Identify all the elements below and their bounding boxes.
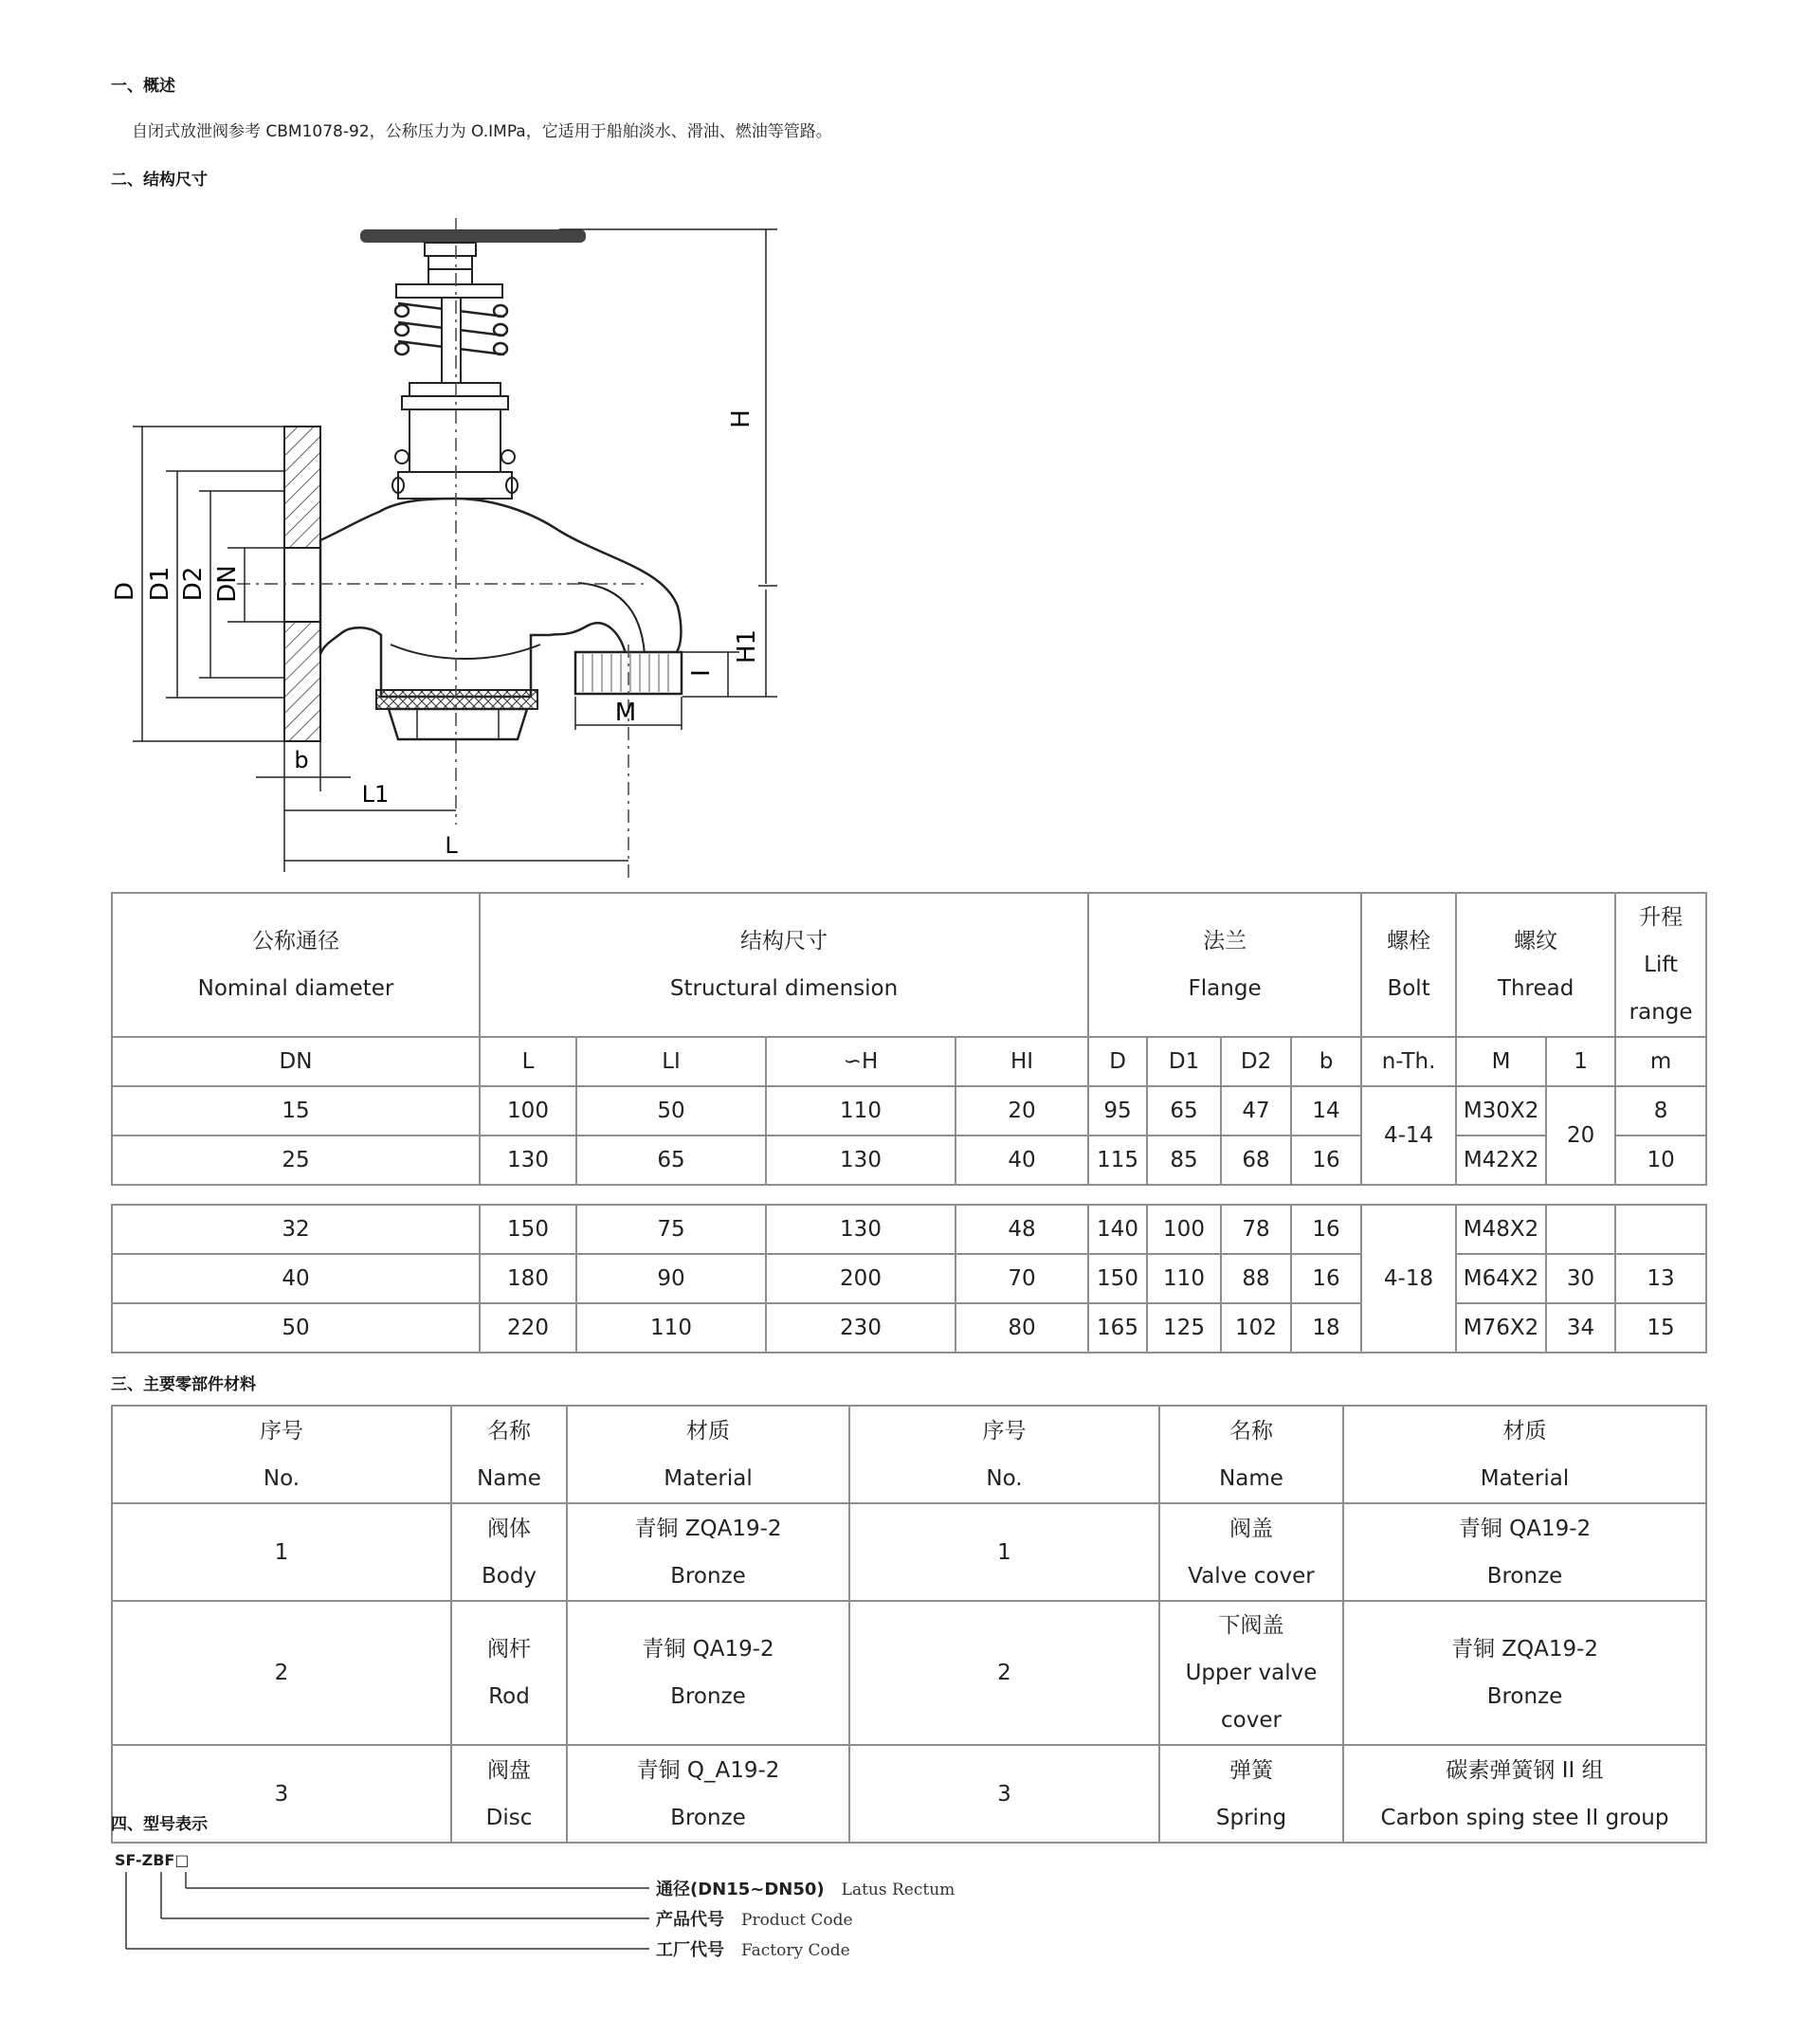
cell-d1: 100 (1147, 1205, 1221, 1254)
model-line-factory: 工厂代号 Factory Code (656, 1940, 850, 1960)
header-nominal-en: Nominal diameter (197, 976, 394, 1001)
cell-d1: 125 (1147, 1303, 1221, 1353)
header-bolt-en: Bolt (1387, 976, 1430, 1001)
cell-l: 100 (480, 1086, 576, 1136)
section-model-title: 四、型号表示 (111, 1815, 208, 1834)
cell-name-en: Spring (1215, 1805, 1287, 1830)
cell-material-cn: 青铜 Q_A19-2 (636, 1757, 780, 1783)
cell-name-cn: 阀盘 (487, 1757, 531, 1783)
table-row (112, 1503, 1706, 1601)
cell-lift (1615, 1205, 1706, 1254)
subheader-cell: HI (956, 1037, 1088, 1086)
cell-material-en: Bronze (1486, 1563, 1563, 1589)
table-row (112, 1745, 1706, 1843)
header-material-cn: 材质 (1502, 1418, 1547, 1444)
cell-thread-i: 20 (1546, 1086, 1615, 1185)
subheader-cell: D1 (1147, 1037, 1221, 1086)
cell-material-cn: 青铜 QA19-2 (642, 1637, 774, 1662)
cell-material-en: Bronze (670, 1684, 746, 1709)
label-L: L (445, 832, 458, 859)
header-lift-en1: Lift (1644, 953, 1679, 977)
cell-l: 220 (480, 1303, 576, 1353)
cell-name-cn: 弹簧 (1229, 1757, 1273, 1783)
cell-lift: 13 (1615, 1254, 1706, 1303)
cell-name-cn: 下阀盖 (1218, 1613, 1284, 1638)
cell-h1: 80 (956, 1303, 1088, 1353)
cell-d2: 102 (1221, 1303, 1291, 1353)
cell-no: 3 (849, 1745, 1159, 1843)
header-name-cn: 名称 (487, 1418, 531, 1444)
cell-d1: 85 (1147, 1136, 1221, 1185)
cell-name-cn: 阀盖 (1229, 1516, 1273, 1541)
section-structure-title: 二、结构尺寸 (111, 171, 208, 190)
header-name-en: Name (477, 1465, 541, 1491)
model-line-product: 产品代号 Product Code (656, 1910, 853, 1930)
table-row (112, 1303, 1706, 1353)
cell-l: 150 (480, 1205, 576, 1254)
cell-l1: 90 (576, 1254, 766, 1303)
cell-m: M42X2 (1456, 1136, 1546, 1185)
model-code: SF-ZBF□ (115, 1851, 190, 1869)
header-no-en: No. (263, 1465, 300, 1491)
table-row (112, 1254, 1706, 1303)
subheader-cell: D (1088, 1037, 1147, 1086)
cell-h1: 40 (956, 1136, 1088, 1185)
cell-name-en: Upper valve cover (1185, 1661, 1318, 1733)
header-row (112, 1406, 1706, 1503)
cell-dn: 32 (112, 1205, 480, 1254)
materials-table (111, 1405, 1707, 1844)
handwheel-shape (360, 229, 586, 243)
header-material-cn: 材质 (686, 1418, 730, 1444)
cell-material-cn: 青铜 QA19-2 (1458, 1516, 1592, 1541)
flange-shape (284, 427, 320, 548)
cell-material-en: Bronze (670, 1805, 746, 1830)
cell-material-en: Carbon sping stee II group (1380, 1805, 1669, 1830)
dimension-table-continued (111, 1204, 1707, 1354)
label-D: D (111, 581, 139, 602)
cell-name-cn: 阀体 (487, 1516, 531, 1541)
cell-material-en: Bronze (670, 1563, 746, 1589)
valve-diagram (0, 0, 1820, 881)
header-lift-en2: range (1629, 1000, 1693, 1025)
cell-l1: 75 (576, 1205, 766, 1254)
cell-d2: 88 (1221, 1254, 1291, 1303)
cell-d: 150 (1088, 1254, 1147, 1303)
header-flange-cn: 法兰 (1203, 929, 1247, 954)
cell-name-en: Valve cover (1188, 1563, 1315, 1589)
header-nominal-cn: 公称通径 (252, 929, 339, 954)
cell-d1: 110 (1147, 1254, 1221, 1303)
cell-b: 14 (1291, 1086, 1361, 1136)
cell-d2: 78 (1221, 1205, 1291, 1254)
cell-name-en: Disc (485, 1805, 533, 1830)
cell-b: 16 (1291, 1205, 1361, 1254)
cell-m: M48X2 (1456, 1205, 1546, 1254)
cell-dn: 40 (112, 1254, 480, 1303)
cell-h: 130 (766, 1205, 956, 1254)
subheader-cell: D2 (1221, 1037, 1291, 1086)
cell-h1: 70 (956, 1254, 1088, 1303)
cell-no: 2 (849, 1601, 1159, 1745)
cell-material-cn: 碳素弹簧钢 II 组 (1446, 1757, 1604, 1783)
cell-material-cn: 青铜 ZQA19-2 (634, 1516, 782, 1541)
table-row (112, 1601, 1706, 1745)
cell-dn: 50 (112, 1303, 480, 1353)
cell-thread-i: 34 (1546, 1303, 1615, 1353)
cell-lift: 10 (1615, 1136, 1706, 1185)
cell-h1: 20 (956, 1086, 1088, 1136)
cell-dn: 15 (112, 1086, 480, 1136)
cell-thread-i (1546, 1205, 1615, 1254)
table-row (112, 1205, 1706, 1254)
cell-h: 110 (766, 1086, 956, 1136)
model-line-latus: 通径(DN15~DN50) Latus Rectum (656, 1880, 956, 1899)
subheader-cell: 1 (1546, 1037, 1615, 1086)
header-row (112, 893, 1706, 1037)
cell-material-en: Bronze (1486, 1684, 1563, 1709)
cell-b: 18 (1291, 1303, 1361, 1353)
cell-no: 3 (112, 1745, 451, 1843)
cell-l1: 50 (576, 1086, 766, 1136)
header-no-cn: 序号 (982, 1418, 1027, 1444)
header-thread-en: Thread (1497, 976, 1574, 1001)
header-no-en: No. (986, 1465, 1023, 1491)
cell-h: 230 (766, 1303, 956, 1353)
cell-dn: 25 (112, 1136, 480, 1185)
cell-d1: 65 (1147, 1086, 1221, 1136)
table-row (112, 1086, 1706, 1136)
cell-no: 1 (112, 1503, 451, 1601)
header-material-en: Material (664, 1465, 753, 1491)
cell-bolt: 4-14 (1361, 1086, 1456, 1185)
cell-b: 16 (1291, 1136, 1361, 1185)
subheader-cell: DN (112, 1037, 480, 1086)
header-struct-cn: 结构尺寸 (740, 929, 828, 954)
header-thread-cn: 螺纹 (1514, 929, 1558, 954)
cell-h: 130 (766, 1136, 956, 1185)
subheader-cell: m (1615, 1037, 1706, 1086)
cell-bolt: 4-18 (1361, 1205, 1456, 1353)
subheader-cell: ∽H (766, 1037, 956, 1086)
cell-name-en: Body (481, 1563, 537, 1589)
header-name-cn: 名称 (1229, 1418, 1273, 1444)
label-I: I (687, 669, 716, 677)
cell-l: 130 (480, 1136, 576, 1185)
header-flange-en: Flange (1188, 976, 1262, 1001)
header-bolt-cn: 螺栓 (1387, 929, 1431, 954)
header-lift-cn: 升程 (1639, 905, 1684, 930)
cell-d2: 68 (1221, 1136, 1291, 1185)
section-overview-title: 一、概述 (111, 77, 175, 96)
cell-l1: 110 (576, 1303, 766, 1353)
cell-d: 165 (1088, 1303, 1147, 1353)
label-L1: L1 (361, 781, 390, 808)
overview-text: 自闭式放泄阀参考 CBM1078-92，公称压力为 O.IMPa，它适用于船舶淡水、滑油、燃油等管路。 (132, 122, 832, 141)
header-no-cn: 序号 (260, 1418, 303, 1444)
label-b: b (294, 747, 309, 773)
cell-m: M64X2 (1456, 1254, 1546, 1303)
cell-h1: 48 (956, 1205, 1088, 1254)
header-material-en: Material (1480, 1465, 1570, 1491)
cell-b: 16 (1291, 1254, 1361, 1303)
section-materials-title: 三、主要零部件材料 (111, 1375, 256, 1394)
label-M: M (614, 699, 637, 727)
cell-d2: 47 (1221, 1086, 1291, 1136)
cell-thread-i: 30 (1546, 1254, 1615, 1303)
subheader-cell: b (1291, 1037, 1361, 1086)
subheader-cell: n-Th. (1361, 1037, 1456, 1086)
cell-h: 200 (766, 1254, 956, 1303)
subheader-cell: L (480, 1037, 576, 1086)
subheader-cell: LI (576, 1037, 766, 1086)
cell-name-en: Rod (488, 1684, 530, 1709)
cell-lift: 8 (1615, 1086, 1706, 1136)
subheader-row (112, 1037, 1706, 1086)
cell-m: M76X2 (1456, 1303, 1546, 1353)
subheader-cell: M (1456, 1037, 1546, 1086)
cell-no: 1 (849, 1503, 1159, 1601)
label-H1: H1 (733, 628, 761, 664)
table-row (112, 1136, 1706, 1185)
label-D2: D2 (179, 566, 208, 602)
dimension-table (111, 892, 1707, 1186)
label-DN: DN (213, 565, 242, 603)
header-struct-en: Structural dimension (669, 976, 899, 1001)
cell-material-cn: 青铜 ZQA19-2 (1450, 1637, 1599, 1662)
label-H: H (727, 409, 755, 428)
cell-lift: 15 (1615, 1303, 1706, 1353)
cell-m: M30X2 (1456, 1086, 1546, 1136)
cell-d: 140 (1088, 1205, 1147, 1254)
cell-l1: 65 (576, 1136, 766, 1185)
label-D1: D1 (146, 566, 174, 602)
cell-name-cn: 阀杆 (487, 1637, 531, 1662)
cell-l: 180 (480, 1254, 576, 1303)
header-name-en: Name (1219, 1465, 1283, 1491)
cell-no: 2 (112, 1601, 451, 1745)
cell-d: 115 (1088, 1136, 1147, 1185)
cell-d: 95 (1088, 1086, 1147, 1136)
